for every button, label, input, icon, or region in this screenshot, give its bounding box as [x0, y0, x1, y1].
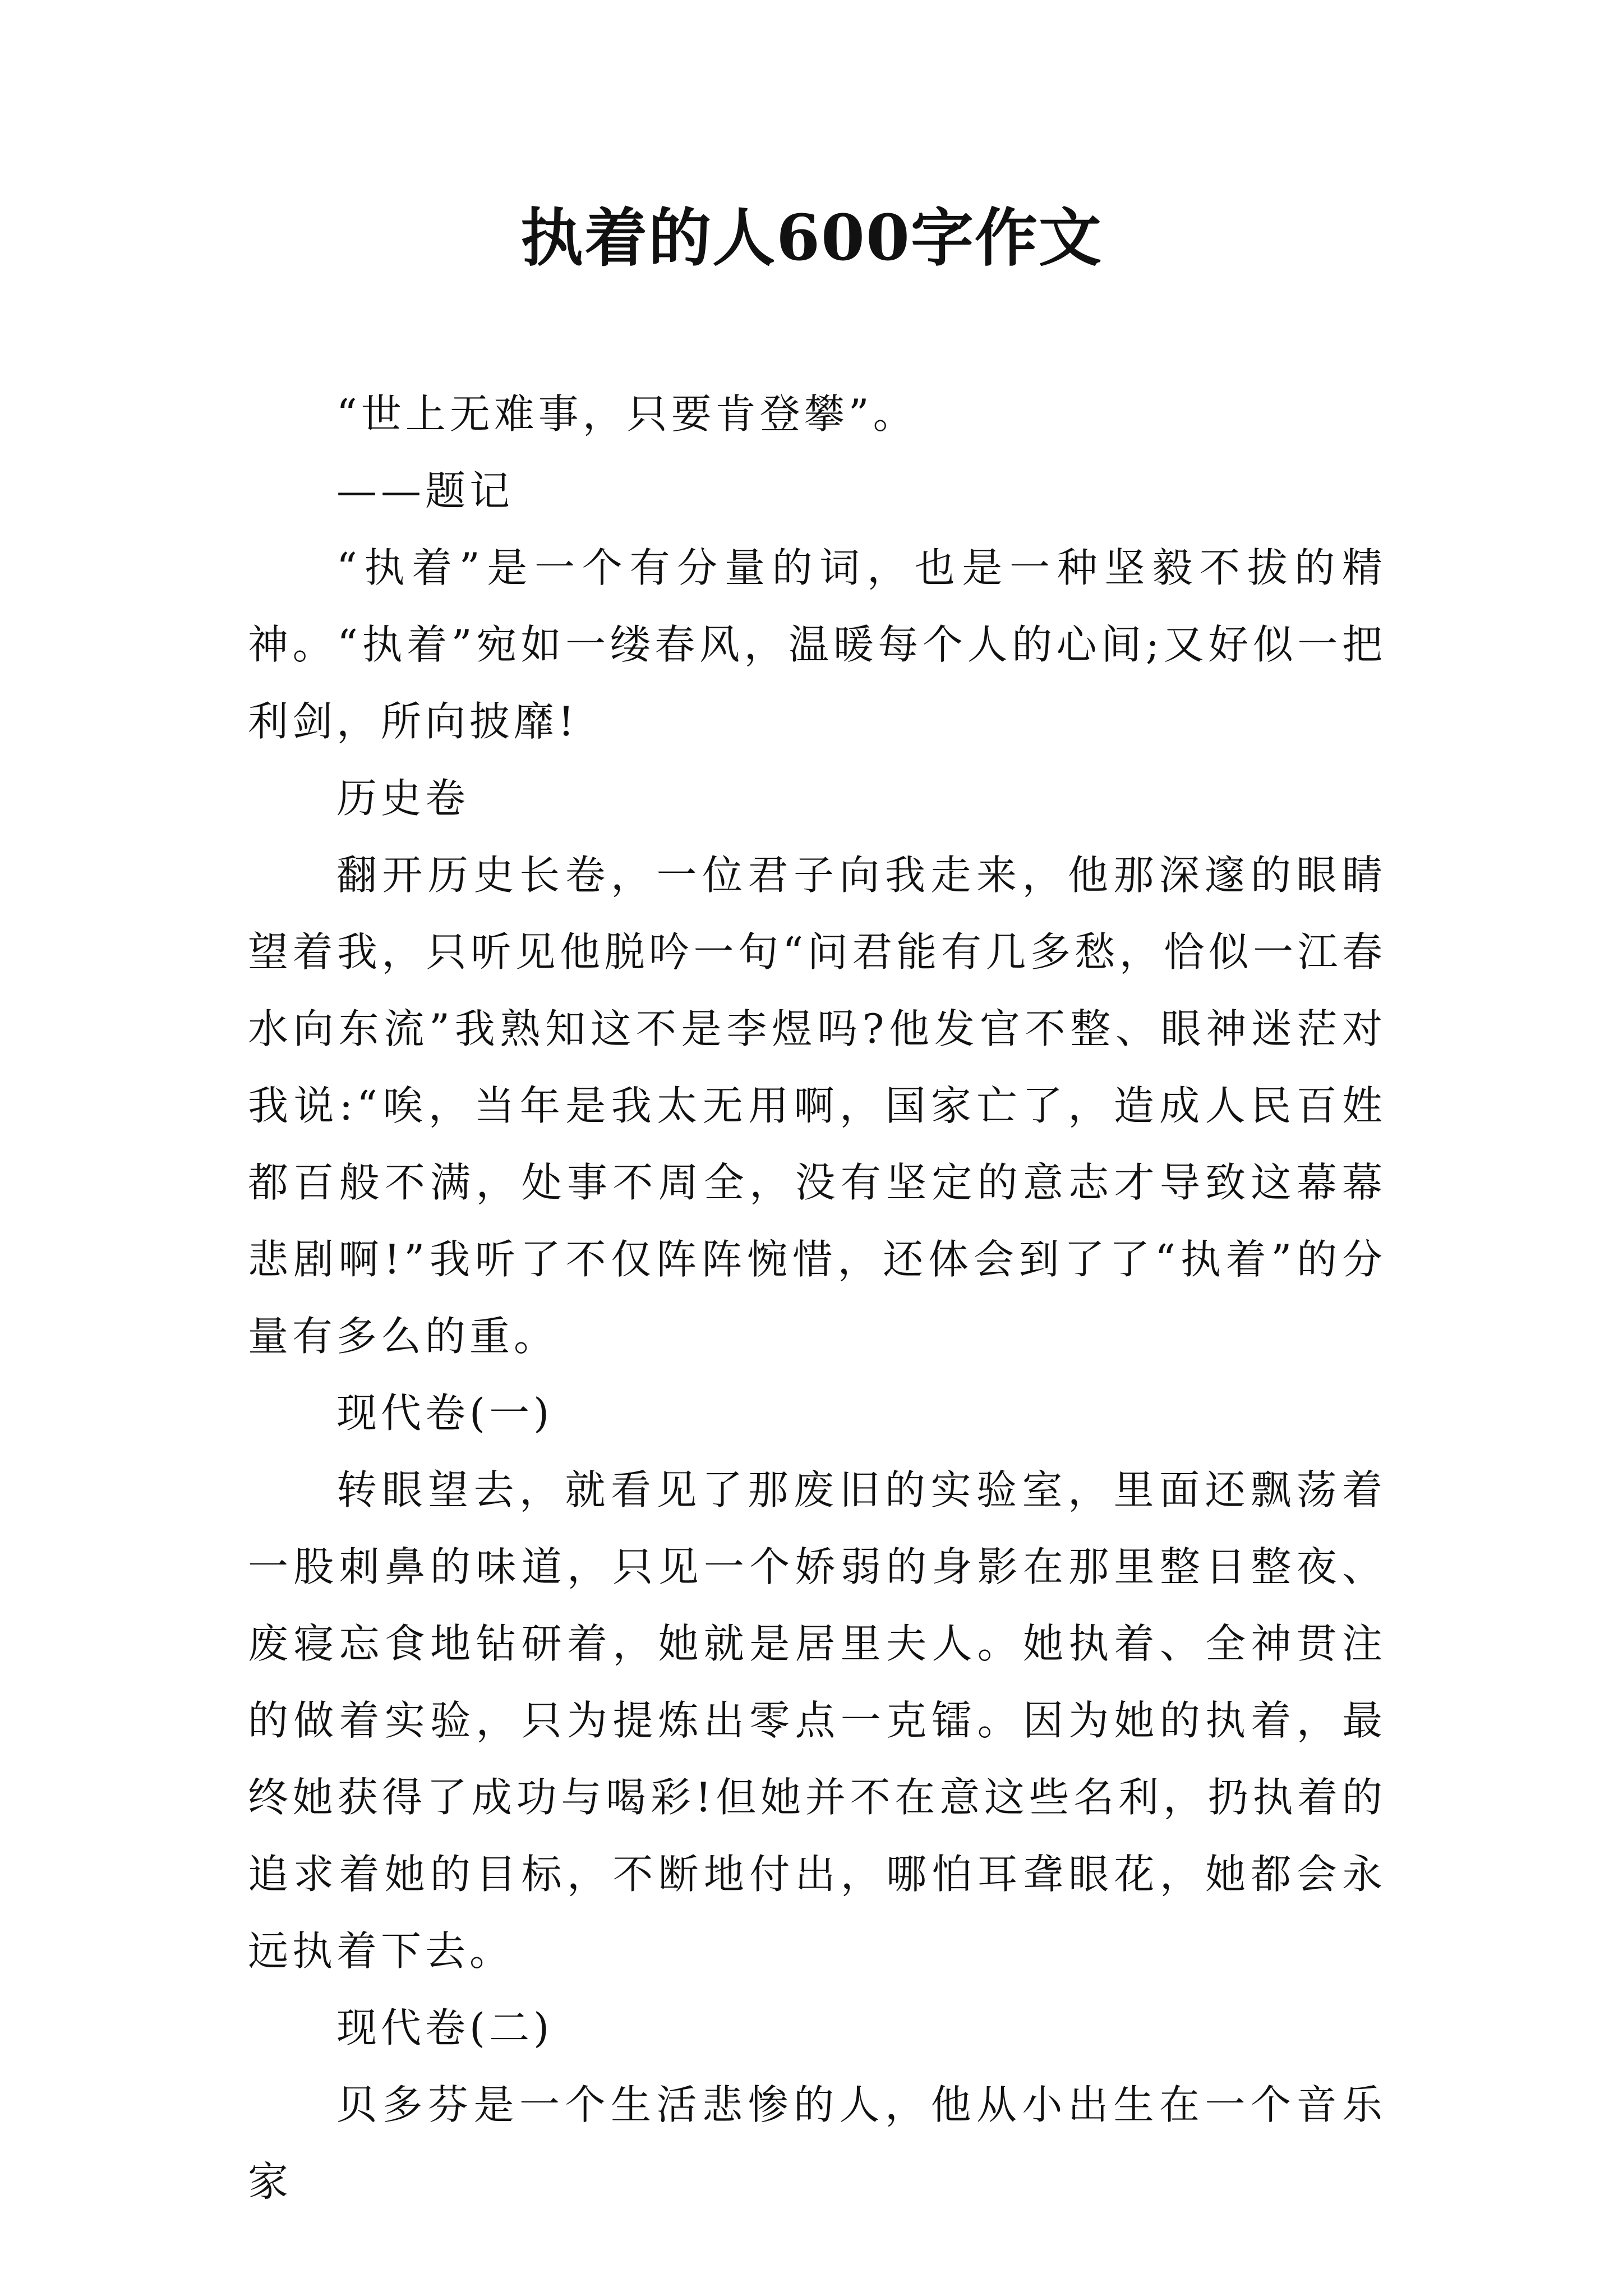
- epigraph-attribution: ——题记: [336, 467, 514, 514]
- document-title: 执着的人600字作文: [520, 201, 1103, 275]
- section-heading-modern-1: 现代卷(一): [336, 1389, 554, 1437]
- section-heading-history: 历史卷: [336, 775, 470, 822]
- modern-1-paragraph: 转眼望去，就看见了那废旧的实验室，里面还飘荡着一股刺鼻的味道，只见一个娇弱的身影在那里整日整夜、废寝忘食地钻研着，她就是居里夫人。她执着、全神贯注的做着实验，只为提炼出零点一克镭。因为她的执着，最终她获得了成功与喝彩!但她并不在意这些名利，扔执着的追求着她的目标，不断地付出，哪怕耳聋眼花，她都会永远执着下去。: [248, 1466, 1386, 1975]
- modern-2-paragraph: 贝多芬是一个生活悲惨的人，他从小出生在一个音乐家: [248, 2081, 1386, 2205]
- epigraph: “世上无难事，只要肯登攀”。: [336, 390, 917, 438]
- section-heading-modern-2: 现代卷(二): [336, 2004, 554, 2051]
- intro-paragraph: “执着”是一个有分量的词，也是一种坚毅不拔的精神。“执着”宛如一缕春风，温暖每个人的心间;又好似一把利剑，所向披靡!: [248, 544, 1386, 745]
- document-body: [248, 376, 1386, 2220]
- history-paragraph: 翻开历史长卷，一位君子向我走来，他那深邃的眼睛望着我，只听见他脱吟一句“问君能有几多愁，恰似一江春水向东流”我熟知这不是李煜吗?他发官不整、眼神迷茫对我说:“唉，当年是我太无用啊，国家亡了，造成人民百姓都百般不满，处事不周全，没有坚定的意志才导致这幕幕悲剧啊!”我听了不仅阵阵惋惜，还体会到了了“执着”的分量有多么的重。: [248, 852, 1386, 1360]
